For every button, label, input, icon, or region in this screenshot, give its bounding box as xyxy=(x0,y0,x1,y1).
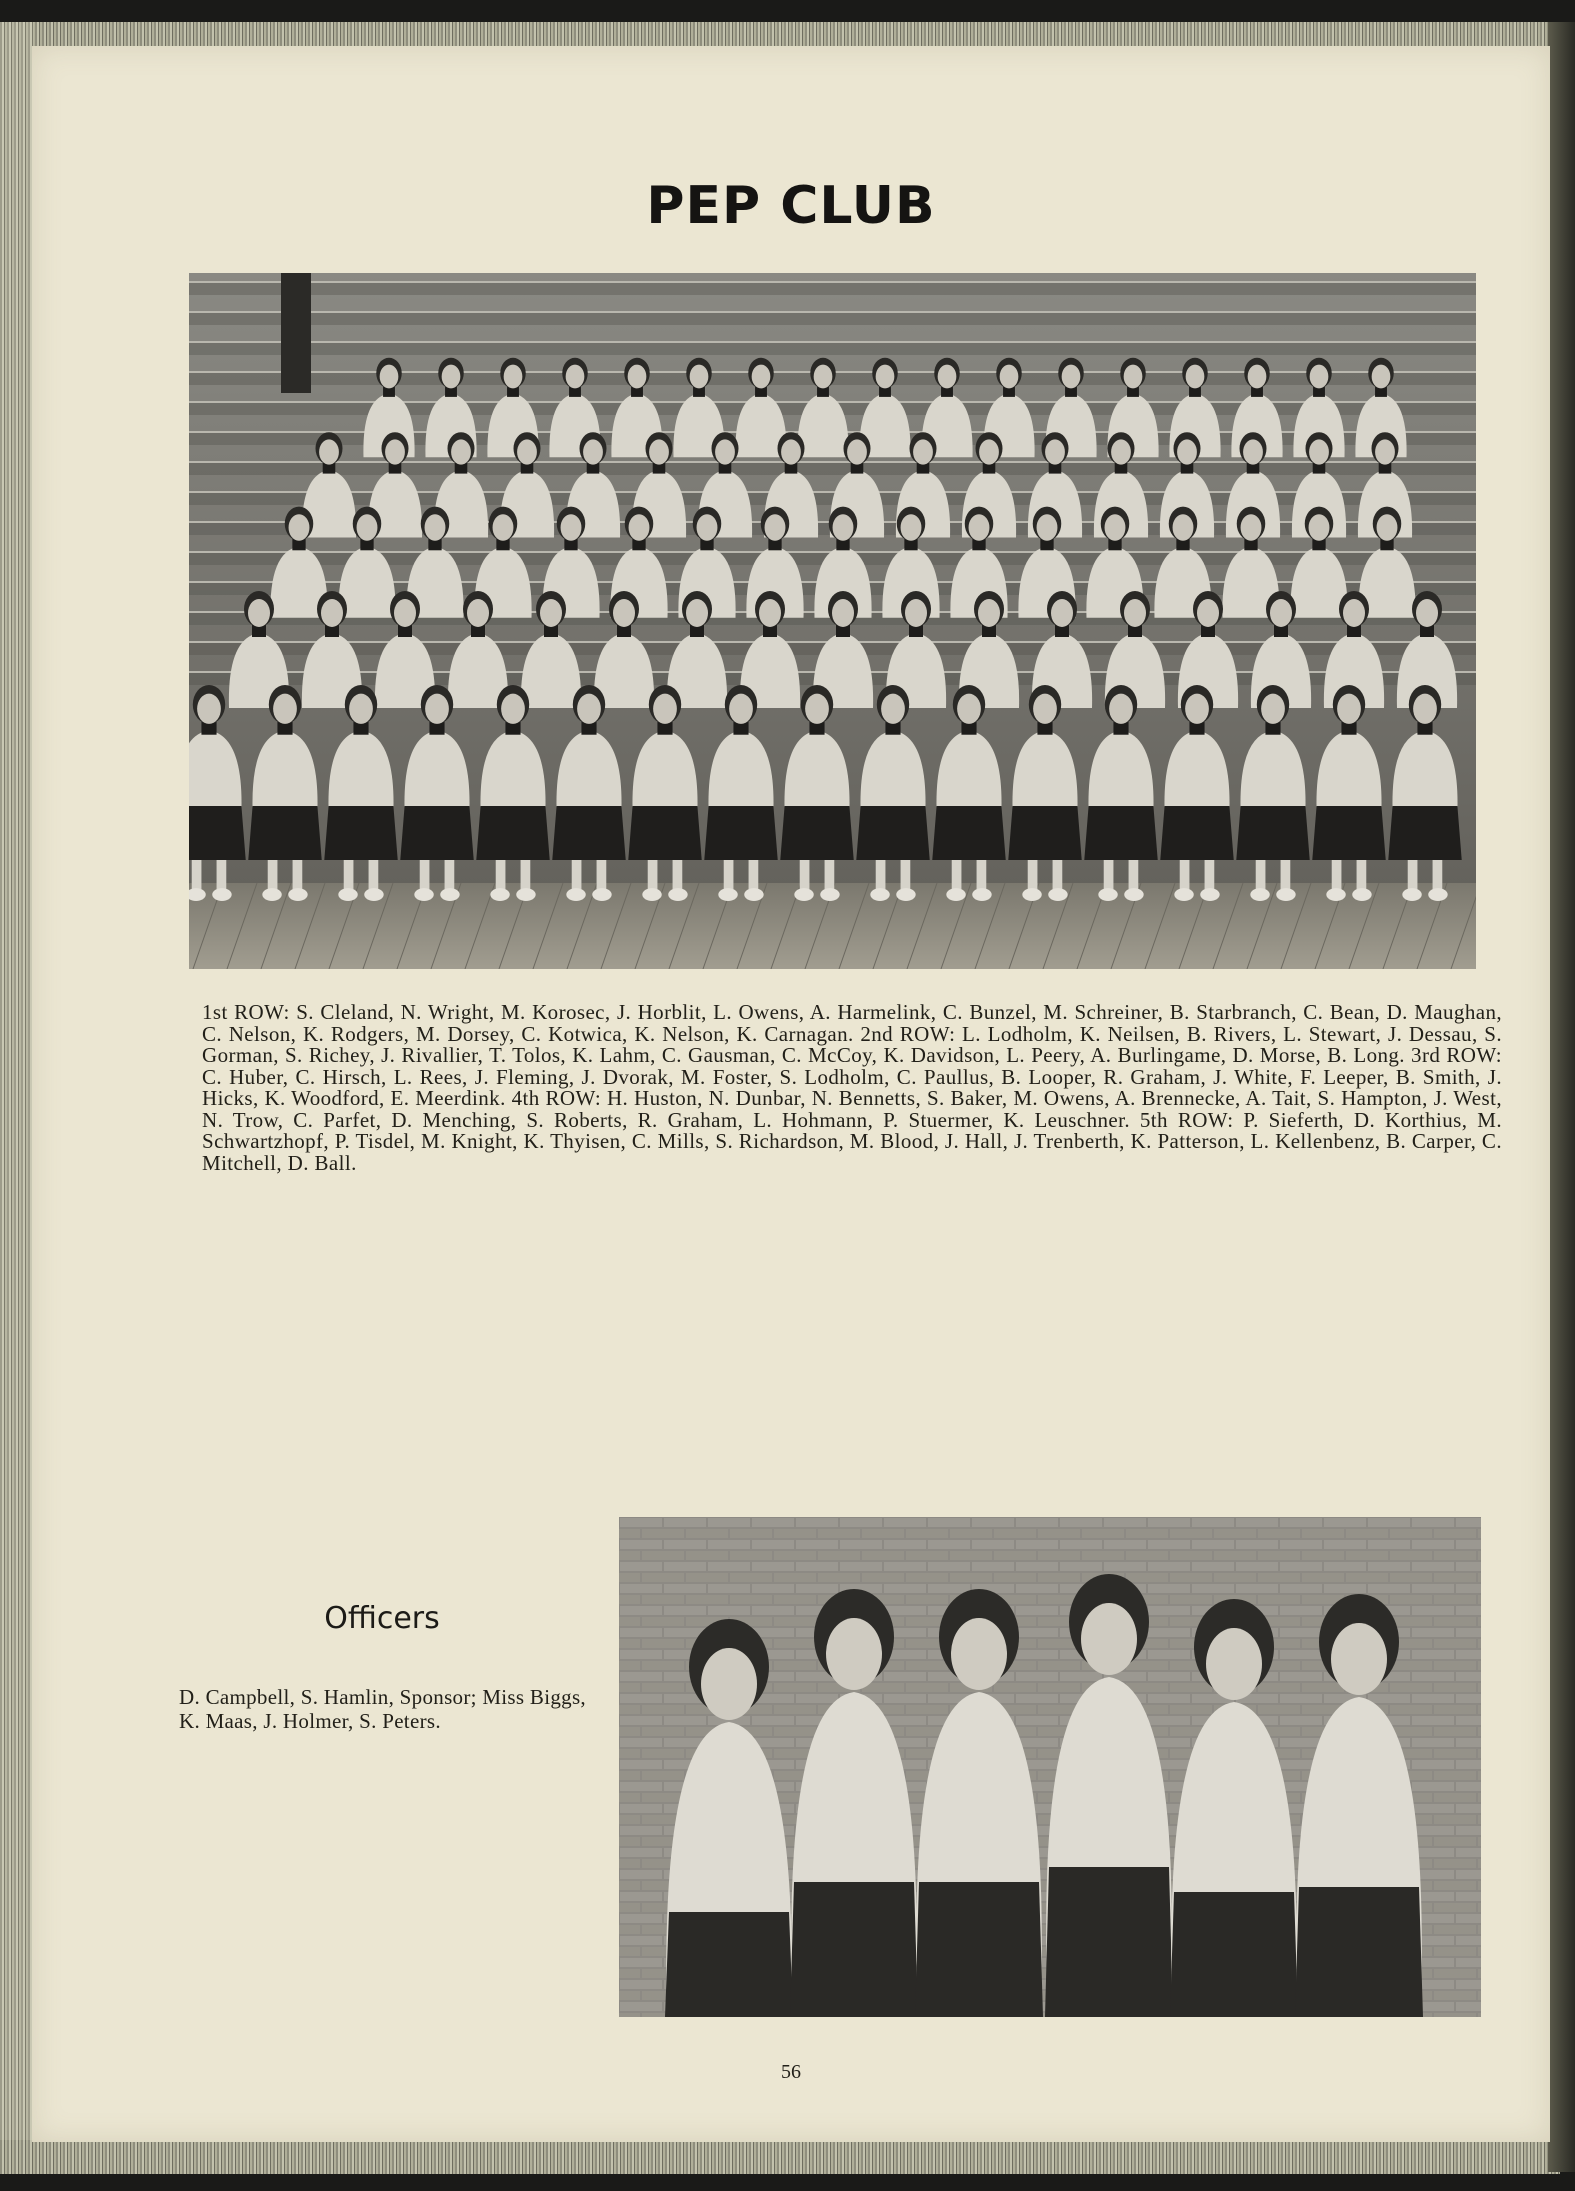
page-number: 56 xyxy=(781,2061,801,2083)
officers-heading: Officers xyxy=(324,1601,440,1636)
page-title: PEP CLUB xyxy=(646,176,936,236)
group-photo xyxy=(189,273,1476,969)
group-photo-image xyxy=(189,273,1476,969)
officers-caption: D. Campbell, S. Hamlin, Sponsor; Miss Biggs, K. Maas, J. Holmer, S. Peters. xyxy=(179,1685,586,1733)
binding-edge-left xyxy=(0,22,34,2172)
officers-photo xyxy=(619,1517,1481,2017)
group-photo-caption: 1st ROW: S. Cleland, N. Wright, M. Korosec, J. Horblit, L. Owens, A. Harmelink, C. Bunzel, M. Schreiner, B. Starbranch, C. Bean, D. Maughan, C. Nelson, K. Rodgers, M. Dorsey, C. Kotwica, K. Nelson, K. Carnagan. 2nd ROW: L. Lodholm, K. Neilsen, B. Rivers, L. Stewart, J. Dessau, S. Gorman, S. Richey, J. Rivallier, T. Tolos, K. Lahm, C. Gausman, C. McCoy, K. Davidson, L. Peery, A. Burlingame, D. Morse, B. Long. 3rd ROW: C. Huber, C. Hirsch, L. Rees, J. Fleming, J. Dvorak, M. Foster, S. Lodholm, C. Paullus, B. Looper, R. Graham, J. White, F. Leeper, B. Smith, J. Hicks, K. Woodford, E. Meerdink. 4th ROW: H. Huston, N. Dunbar, N. Bennetts, S. Baker, M. Owens, A. Brennecke, A. Tait, S. Hampton, J. West, N. Trow, C. Parfet, D. Menching, S. Roberts, R. Graham, L. Hohmann, P. Stuermer, K. Leuschner. 5th ROW: P. Sieferth, D. Korthius, M. Schwartzhopf, P. Tisdel, M. Knight, K. Thyisen, C. Mills, S. Richardson, M. Blood, J. Hall, J. Trenberth, K. Patterson, L. Kellenbenz, B. Carper, C. Mitchell, D. Ball. xyxy=(202,1000,1502,1175)
officers-photo-image xyxy=(619,1517,1481,2017)
binding-edge-bottom xyxy=(0,2140,1560,2174)
page-sheet xyxy=(32,46,1550,2142)
binding-edge-top xyxy=(0,22,1560,48)
binding-edge-right xyxy=(1548,22,1575,2172)
